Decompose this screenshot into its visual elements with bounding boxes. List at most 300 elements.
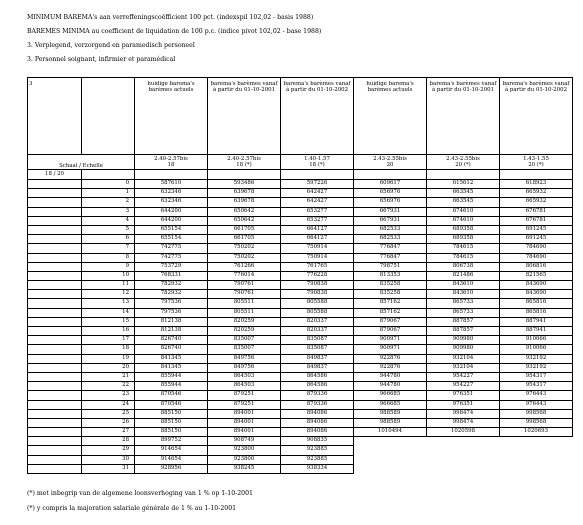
row-label-blank bbox=[28, 418, 82, 427]
salary-cell: 835087 bbox=[281, 336, 354, 345]
row-label-blank bbox=[28, 446, 82, 455]
salary-cell: 689358 bbox=[427, 235, 500, 244]
salary-cell: 742775 bbox=[135, 244, 208, 253]
salary-cell: 998474 bbox=[427, 418, 500, 427]
salary-cell: 593486 bbox=[208, 180, 281, 189]
row-label-blank bbox=[28, 290, 82, 299]
sub-header-4 bbox=[354, 155, 427, 170]
salary-cell: 864586 bbox=[281, 382, 354, 391]
salary-cell: 914654 bbox=[135, 455, 208, 464]
salary-cell: 691245 bbox=[500, 235, 573, 244]
salary-cell: 656976 bbox=[354, 189, 427, 198]
salary-cell: 667931 bbox=[354, 207, 427, 216]
section-fr: 3. Personnel soignant, infirmier et paramédical bbox=[27, 56, 176, 63]
footnote-fr: (*) y compris la majoration salariale générale de 1 % au 1-10-2001 bbox=[27, 505, 237, 512]
salary-cell bbox=[427, 437, 500, 446]
table-row bbox=[28, 225, 573, 234]
row-label-blank bbox=[28, 271, 82, 280]
salary-cell: 865733 bbox=[427, 299, 500, 308]
salary-cell: 864503 bbox=[208, 372, 281, 381]
salary-cell: 784615 bbox=[427, 253, 500, 262]
sub-header-code: 1.43-1.55 bbox=[523, 156, 549, 162]
salary-cell: 885150 bbox=[135, 428, 208, 437]
table-corner-mark: 3 bbox=[28, 78, 82, 155]
sub-header-6 bbox=[500, 155, 573, 170]
sub-header-scale: 18 (*) bbox=[309, 162, 325, 168]
salary-cell: 615612 bbox=[427, 180, 500, 189]
sub-header-1 bbox=[135, 155, 208, 170]
salary-cell: 639678 bbox=[208, 189, 281, 198]
table-row bbox=[28, 446, 573, 455]
row-label-blank bbox=[28, 225, 82, 234]
table-row bbox=[28, 345, 573, 354]
table-row bbox=[28, 253, 573, 262]
row-label-blank bbox=[28, 372, 82, 381]
salary-cell: 812138 bbox=[135, 327, 208, 336]
salary-cell: 661705 bbox=[208, 235, 281, 244]
row-label-blank bbox=[28, 428, 82, 437]
salary-cell: 908835 bbox=[281, 437, 354, 446]
salary-cell: 650642 bbox=[208, 207, 281, 216]
salary-cell: 879336 bbox=[281, 391, 354, 400]
salary-cell: 835007 bbox=[208, 345, 281, 354]
step-number: 20 bbox=[82, 363, 135, 372]
step-number: 8 bbox=[82, 253, 135, 262]
salary-cell: 750914 bbox=[281, 253, 354, 262]
salary-cell: 784690 bbox=[500, 244, 573, 253]
salary-cell: 682533 bbox=[354, 225, 427, 234]
step-number: 11 bbox=[82, 281, 135, 290]
salary-cell: 618923 bbox=[500, 180, 573, 189]
step-number: 27 bbox=[82, 428, 135, 437]
salary-cell: 806816 bbox=[500, 262, 573, 271]
table-row bbox=[28, 464, 573, 473]
scale-label: 18 / 20 bbox=[28, 170, 82, 180]
salary-cell: 609617 bbox=[354, 180, 427, 189]
salary-cell: 820337 bbox=[281, 327, 354, 336]
salary-cell: 790838 bbox=[281, 281, 354, 290]
salary-cell: 782932 bbox=[135, 281, 208, 290]
salary-cell: 885150 bbox=[135, 418, 208, 427]
col-header-3: barema's barèmes vanaf à partir du 01-10-2002 bbox=[281, 78, 354, 155]
table-row bbox=[28, 336, 573, 345]
salary-cell: 843610 bbox=[427, 290, 500, 299]
step-number: 2 bbox=[82, 198, 135, 207]
scale-row bbox=[28, 170, 573, 180]
salary-cell: 674610 bbox=[427, 216, 500, 225]
row-label-blank bbox=[28, 382, 82, 391]
row-label-blank bbox=[28, 437, 82, 446]
salary-cell: 894086 bbox=[281, 428, 354, 437]
step-number: 0 bbox=[82, 180, 135, 189]
salary-cell bbox=[500, 437, 573, 446]
salary-cell: 813353 bbox=[354, 271, 427, 280]
row-label-blank bbox=[28, 317, 82, 326]
table-row bbox=[28, 418, 573, 427]
sub-header-code: 2.40-2.57bis bbox=[227, 156, 261, 162]
table-row bbox=[28, 455, 573, 464]
salary-cell: 753729 bbox=[135, 262, 208, 271]
table-row bbox=[28, 327, 573, 336]
salary-cell: 879336 bbox=[281, 400, 354, 409]
salary-cell: 954317 bbox=[500, 372, 573, 381]
salary-cell bbox=[500, 455, 573, 464]
scale-blank bbox=[354, 170, 427, 180]
salary-cell: 954227 bbox=[427, 382, 500, 391]
salary-cell: 1020693 bbox=[500, 428, 573, 437]
salary-cell: 812138 bbox=[135, 317, 208, 326]
salary-cell: 797536 bbox=[135, 299, 208, 308]
salary-cell: 750202 bbox=[208, 244, 281, 253]
salary-cell: 835258 bbox=[354, 290, 427, 299]
scale-blank bbox=[82, 170, 135, 180]
salary-cell: 784690 bbox=[500, 253, 573, 262]
salary-cell: 849837 bbox=[281, 363, 354, 372]
salary-cell bbox=[354, 455, 427, 464]
salary-cell: 742775 bbox=[135, 253, 208, 262]
col-header-4: huidige barema's barèmes actuels bbox=[354, 78, 427, 155]
row-label-blank bbox=[28, 409, 82, 418]
table-row bbox=[28, 198, 573, 207]
salary-cell: 676781 bbox=[500, 216, 573, 225]
sub-header-scale: 20 bbox=[386, 162, 394, 168]
salary-cell bbox=[354, 437, 427, 446]
step-number: 5 bbox=[82, 225, 135, 234]
row-label-blank bbox=[28, 455, 82, 464]
salary-cell: 899752 bbox=[135, 437, 208, 446]
salary-cell: 923800 bbox=[208, 446, 281, 455]
salary-cell: 849756 bbox=[208, 354, 281, 363]
salary-cell: 932104 bbox=[427, 363, 500, 372]
step-number: 28 bbox=[82, 437, 135, 446]
salary-cell: 639678 bbox=[208, 198, 281, 207]
salary-cell: 682533 bbox=[354, 235, 427, 244]
salary-cell: 820259 bbox=[208, 317, 281, 326]
sub-header-code: 2.40-2.57bis bbox=[154, 156, 188, 162]
step-number: 29 bbox=[82, 446, 135, 455]
table-row bbox=[28, 354, 573, 363]
salary-cell: 644200 bbox=[135, 216, 208, 225]
salary-cell: 865733 bbox=[427, 308, 500, 317]
salary-cell: 932192 bbox=[500, 354, 573, 363]
salary-cell: 879251 bbox=[208, 391, 281, 400]
step-number: 26 bbox=[82, 418, 135, 427]
table-row bbox=[28, 308, 573, 317]
salary-cell: 650642 bbox=[208, 216, 281, 225]
schaal-label: Schaal / Echelle bbox=[28, 155, 135, 170]
table-row bbox=[28, 189, 573, 198]
row-label-blank bbox=[28, 262, 82, 271]
step-number: 21 bbox=[82, 372, 135, 381]
salary-cell: 988589 bbox=[354, 418, 427, 427]
step-number: 15 bbox=[82, 317, 135, 326]
step-number: 6 bbox=[82, 235, 135, 244]
salary-cell: 855944 bbox=[135, 372, 208, 381]
step-number: 24 bbox=[82, 400, 135, 409]
footnote-nl: (*) met inbegrip van de algemene loonsverhoging van 1 % op 1-10-2001 bbox=[27, 490, 253, 497]
sub-header-code: 2.43-2.55bis bbox=[446, 156, 480, 162]
salary-cell: 887857 bbox=[427, 327, 500, 336]
salary-cell: 1010494 bbox=[354, 428, 427, 437]
row-label-blank bbox=[28, 354, 82, 363]
title-fr: BAREMES MINIMA au coefficient de liquidation de 100 p.c. (indice pivot 102,02 - base 1988) bbox=[27, 28, 322, 35]
step-number: 31 bbox=[82, 464, 135, 473]
salary-cell: 761266 bbox=[208, 262, 281, 271]
salary-cell: 944780 bbox=[354, 372, 427, 381]
col-header-5: barema's barèmes vanaf à partir du 01-10-2001 bbox=[427, 78, 500, 155]
salary-cell: 820259 bbox=[208, 327, 281, 336]
salary-cell: 776228 bbox=[281, 271, 354, 280]
salary-cell: 923885 bbox=[281, 446, 354, 455]
step-number: 17 bbox=[82, 336, 135, 345]
salary-cell: 922876 bbox=[354, 354, 427, 363]
salary-cell: 849837 bbox=[281, 354, 354, 363]
step-number: 13 bbox=[82, 299, 135, 308]
sub-header-code: 2.43-2.55bis bbox=[373, 156, 407, 162]
salary-cell: 826740 bbox=[135, 336, 208, 345]
salary-cell: 923800 bbox=[208, 455, 281, 464]
salary-cell: 642427 bbox=[281, 198, 354, 207]
salary-cell: 910066 bbox=[500, 336, 573, 345]
salary-cell: 790761 bbox=[208, 290, 281, 299]
table-row bbox=[28, 290, 573, 299]
step-number: 9 bbox=[82, 262, 135, 271]
table-row bbox=[28, 400, 573, 409]
salary-cell: 820337 bbox=[281, 317, 354, 326]
row-label-blank bbox=[28, 253, 82, 262]
table-row bbox=[28, 207, 573, 216]
row-label-blank bbox=[28, 308, 82, 317]
salary-cell: 663545 bbox=[427, 189, 500, 198]
row-label-blank bbox=[28, 235, 82, 244]
salary-cell: 885150 bbox=[135, 409, 208, 418]
salary-cell: 894086 bbox=[281, 418, 354, 427]
salary-cell: 894086 bbox=[281, 409, 354, 418]
salary-cell: 966685 bbox=[354, 400, 427, 409]
col-header-6: barema's barèmes vanaf à partir du 01-10-2002 bbox=[500, 78, 573, 155]
salary-cell: 976443 bbox=[500, 400, 573, 409]
step-number: 10 bbox=[82, 271, 135, 280]
salary-cell: 782932 bbox=[135, 290, 208, 299]
salary-cell: 966685 bbox=[354, 391, 427, 400]
salary-cell: 914654 bbox=[135, 446, 208, 455]
salary-cell: 909980 bbox=[427, 345, 500, 354]
salary-cell: 784615 bbox=[427, 244, 500, 253]
salary-cell: 805511 bbox=[208, 308, 281, 317]
row-label-blank bbox=[28, 299, 82, 308]
row-label-blank bbox=[28, 207, 82, 216]
table-row bbox=[28, 409, 573, 418]
sub-header-3 bbox=[281, 155, 354, 170]
table-row bbox=[28, 437, 573, 446]
salary-cell: 865816 bbox=[500, 308, 573, 317]
salary-cell: 900971 bbox=[354, 345, 427, 354]
step-number: 16 bbox=[82, 327, 135, 336]
barema-table bbox=[27, 77, 573, 474]
row-label-blank bbox=[28, 180, 82, 189]
salary-cell: 954227 bbox=[427, 372, 500, 381]
salary-cell: 653277 bbox=[281, 207, 354, 216]
salary-cell: 855944 bbox=[135, 382, 208, 391]
salary-cell: 642427 bbox=[281, 189, 354, 198]
salary-cell: 835007 bbox=[208, 336, 281, 345]
salary-cell: 976443 bbox=[500, 391, 573, 400]
salary-cell: 826740 bbox=[135, 345, 208, 354]
step-number: 25 bbox=[82, 409, 135, 418]
header-blank-cell bbox=[82, 78, 135, 155]
salary-cell bbox=[427, 464, 500, 473]
salary-cell: 857162 bbox=[354, 308, 427, 317]
scale-blank bbox=[427, 170, 500, 180]
salary-cell: 954317 bbox=[500, 382, 573, 391]
salary-cell: 644200 bbox=[135, 207, 208, 216]
table-row bbox=[28, 180, 573, 189]
step-number: 18 bbox=[82, 345, 135, 354]
table-row bbox=[28, 299, 573, 308]
row-label-blank bbox=[28, 216, 82, 225]
salary-cell: 750914 bbox=[281, 244, 354, 253]
salary-cell: 776847 bbox=[354, 253, 427, 262]
salary-cell: 805588 bbox=[281, 299, 354, 308]
title-nl: MINIMUM BAREMA's aan verreffeningscoëfficient 100 pct. (indexspil 102,02 - basis 1988) bbox=[27, 14, 314, 21]
row-label-blank bbox=[28, 198, 82, 207]
salary-cell: 843690 bbox=[500, 290, 573, 299]
scale-blank bbox=[500, 170, 573, 180]
salary-cell bbox=[354, 464, 427, 473]
row-label-blank bbox=[28, 391, 82, 400]
salary-cell: 587610 bbox=[135, 180, 208, 189]
salary-cell: 976351 bbox=[427, 400, 500, 409]
salary-cell: 790838 bbox=[281, 290, 354, 299]
table-row bbox=[28, 428, 573, 437]
salary-cell: 798751 bbox=[354, 262, 427, 271]
row-label-blank bbox=[28, 336, 82, 345]
salary-cell: 843690 bbox=[500, 281, 573, 290]
salary-cell: 790761 bbox=[208, 281, 281, 290]
sub-header-code: 1.40-1.57 bbox=[304, 156, 330, 162]
salary-cell: 910066 bbox=[500, 345, 573, 354]
table-row bbox=[28, 281, 573, 290]
step-number: 1 bbox=[82, 189, 135, 198]
step-number: 14 bbox=[82, 308, 135, 317]
salary-cell bbox=[500, 464, 573, 473]
col-header-2: barema's barèmes vanaf à partir du 01-10-2001 bbox=[208, 78, 281, 155]
salary-cell: 900971 bbox=[354, 336, 427, 345]
row-label-blank bbox=[28, 327, 82, 336]
salary-cell: 998568 bbox=[500, 409, 573, 418]
sub-header-row bbox=[28, 155, 573, 170]
scale-blank bbox=[135, 170, 208, 180]
salary-cell bbox=[427, 446, 500, 455]
step-number: 3 bbox=[82, 207, 135, 216]
salary-cell: 857162 bbox=[354, 299, 427, 308]
row-label-blank bbox=[28, 400, 82, 409]
step-number: 12 bbox=[82, 290, 135, 299]
row-label-blank bbox=[28, 363, 82, 372]
scale-blank bbox=[281, 170, 354, 180]
salary-cell: 632346 bbox=[135, 198, 208, 207]
salary-cell: 998568 bbox=[500, 418, 573, 427]
salary-cell: 887941 bbox=[500, 317, 573, 326]
salary-cell: 674610 bbox=[427, 207, 500, 216]
salary-cell: 988589 bbox=[354, 409, 427, 418]
table-row bbox=[28, 262, 573, 271]
salary-cell: 655154 bbox=[135, 235, 208, 244]
table-row bbox=[28, 244, 573, 253]
salary-cell: 849756 bbox=[208, 363, 281, 372]
salary-cell: 665932 bbox=[500, 189, 573, 198]
table-row bbox=[28, 317, 573, 326]
salary-cell: 894001 bbox=[208, 418, 281, 427]
salary-cell: 922876 bbox=[354, 363, 427, 372]
salary-cell: 976351 bbox=[427, 391, 500, 400]
salary-cell: 655154 bbox=[135, 225, 208, 234]
salary-cell: 864503 bbox=[208, 382, 281, 391]
table-row bbox=[28, 382, 573, 391]
salary-cell: 805588 bbox=[281, 308, 354, 317]
salary-cell: 944780 bbox=[354, 382, 427, 391]
salary-cell: 870546 bbox=[135, 391, 208, 400]
salary-cell: 665932 bbox=[500, 198, 573, 207]
salary-cell: 821565 bbox=[500, 271, 573, 280]
salary-cell: 843610 bbox=[427, 281, 500, 290]
salary-cell: 865816 bbox=[500, 299, 573, 308]
col-header-1: huidige barema's barèmes actuels bbox=[135, 78, 208, 155]
salary-cell bbox=[427, 455, 500, 464]
sub-header-5 bbox=[427, 155, 500, 170]
row-label-blank bbox=[28, 244, 82, 253]
table-row bbox=[28, 391, 573, 400]
salary-cell: 691245 bbox=[500, 225, 573, 234]
salary-cell: 653277 bbox=[281, 216, 354, 225]
salary-cell: 894001 bbox=[208, 409, 281, 418]
salary-cell: 938334 bbox=[281, 464, 354, 473]
section-nl: 3. Verplegend, verzorgend en paramedisch personeel bbox=[27, 42, 195, 49]
salary-cell: 932104 bbox=[427, 354, 500, 363]
step-number: 23 bbox=[82, 391, 135, 400]
step-number: 30 bbox=[82, 455, 135, 464]
salary-cell: 835087 bbox=[281, 345, 354, 354]
step-number: 22 bbox=[82, 382, 135, 391]
salary-cell: 835258 bbox=[354, 281, 427, 290]
salary-cell: 887941 bbox=[500, 327, 573, 336]
step-number: 19 bbox=[82, 354, 135, 363]
salary-cell: 938245 bbox=[208, 464, 281, 473]
salary-cell: 761765 bbox=[281, 262, 354, 271]
step-number: 7 bbox=[82, 244, 135, 253]
salary-cell: 664127 bbox=[281, 235, 354, 244]
salary-cell: 806738 bbox=[427, 262, 500, 271]
salary-cell: 664127 bbox=[281, 225, 354, 234]
table-row bbox=[28, 271, 573, 280]
salary-cell: 928956 bbox=[135, 464, 208, 473]
salary-cell: 879251 bbox=[208, 400, 281, 409]
salary-cell bbox=[500, 446, 573, 455]
salary-cell: 909980 bbox=[427, 336, 500, 345]
salary-cell: 870546 bbox=[135, 400, 208, 409]
sub-header-scale: 18 bbox=[167, 162, 175, 168]
salary-cell: 821486 bbox=[427, 271, 500, 280]
sub-header-scale: 20 (*) bbox=[528, 162, 544, 168]
salary-cell: 667931 bbox=[354, 216, 427, 225]
salary-cell: 841345 bbox=[135, 363, 208, 372]
row-label-blank bbox=[28, 345, 82, 354]
salary-cell: 894001 bbox=[208, 428, 281, 437]
sub-header-scale: 18 (*) bbox=[236, 162, 252, 168]
table-row bbox=[28, 372, 573, 381]
step-number: 4 bbox=[82, 216, 135, 225]
salary-cell: 923885 bbox=[281, 455, 354, 464]
